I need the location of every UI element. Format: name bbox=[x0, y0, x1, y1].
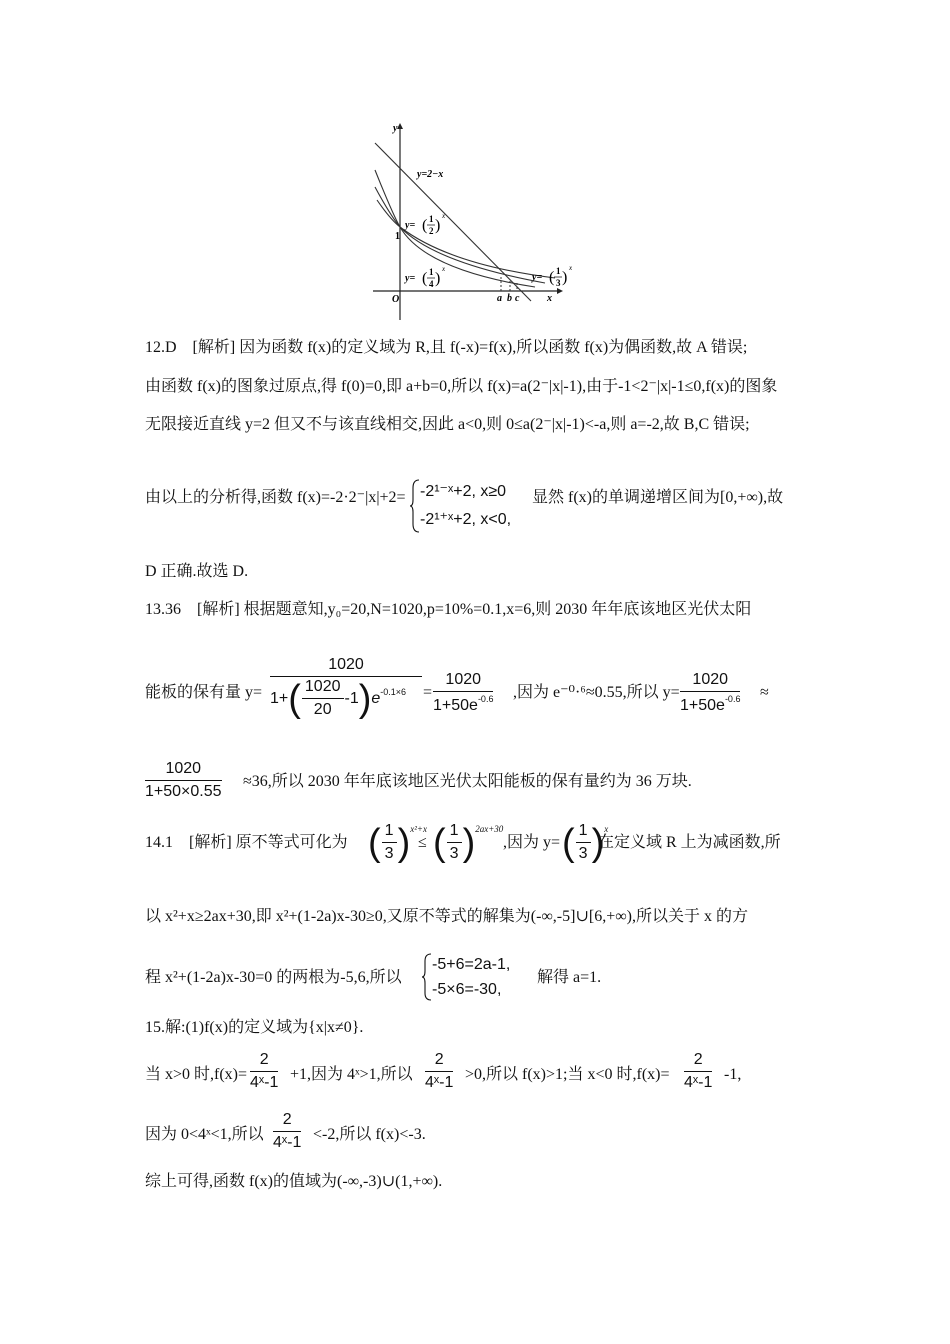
q14-line1-pre: 14.1 [解析] 原不等式可化为 bbox=[145, 834, 348, 851]
q15-l3a: 因为 0<4ˣ<1,所以 bbox=[145, 1126, 264, 1143]
inner-den: 20 bbox=[313, 701, 332, 718]
inner-num: 1020 bbox=[302, 678, 344, 699]
q13-big-fraction bbox=[270, 656, 422, 719]
svg-text:(: ( bbox=[422, 270, 428, 287]
q13-approx: ≈ bbox=[760, 684, 769, 701]
tick-a: a bbox=[497, 293, 502, 304]
q13-mid: ,因为 e⁻⁰·⁶≈0.55,所以 y= bbox=[513, 684, 680, 701]
q12-line2: 由函数 f(x)的图象过原点,得 f(0)=0,即 a+b=0,所以 f(x)=a(2⁻|x|-1),由于-1<2⁻|x|-1≤0,f(x)的图象 bbox=[145, 378, 778, 395]
function-graph bbox=[365, 115, 595, 325]
q12-line1: 12.D [解析] 因为函数 f(x)的定义域为 R,且 f(-x)=f(x),所以函数 f(x)为偶函数,故 A 错误; bbox=[145, 339, 748, 356]
q14-case2: -5×6=-30, bbox=[432, 981, 502, 998]
q14-frac1-num: 1 bbox=[382, 822, 397, 843]
q14-line3-pre: 程 x²+(1-2a)x-30=0 的两根为-5,6,所以 bbox=[145, 969, 402, 986]
q14-frac2-num: 1 bbox=[447, 822, 462, 843]
third-num: 1 bbox=[556, 266, 561, 276]
line-y-2-minus-x bbox=[375, 143, 531, 301]
curve-half-label: y= bbox=[405, 220, 416, 231]
q14-frac1-den: 3 bbox=[384, 845, 394, 862]
q15-l2b: +1,因为 4ˣ>1,所以 bbox=[290, 1066, 413, 1083]
q13-line3-post: ≈36,所以 2030 年年底该地区光伏太阳能板的保有量约为 36 万块. bbox=[243, 773, 692, 790]
q14-power2: ( $\frac{1}{3}$ ) 2ax+30 bbox=[433, 821, 504, 864]
q13-frac4 bbox=[145, 760, 222, 801]
q15-frac1-num: 2 bbox=[250, 1051, 278, 1072]
f4-num: 1020 bbox=[145, 760, 222, 781]
q15-l3b: <-2,所以 f(x)<-3. bbox=[313, 1126, 426, 1143]
f3-den bbox=[680, 692, 740, 715]
half-den: 2 bbox=[429, 226, 434, 236]
q15-frac4-num: 2 bbox=[273, 1111, 301, 1132]
q15-line1: 15.解:(1)f(x)的定义域为{x|x≠0}. bbox=[145, 1019, 364, 1036]
q14-power1: ( $\frac{1}{3}$ ) x²+x bbox=[368, 821, 427, 864]
q15-frac3-den: 4ˣ-1 bbox=[684, 1074, 713, 1091]
svg-text:): ) bbox=[435, 270, 441, 287]
quarter-num: 1 bbox=[429, 267, 434, 277]
q15-frac2 bbox=[425, 1051, 453, 1092]
q15-frac2-num: 2 bbox=[425, 1051, 453, 1072]
q14-line3-post: 解得 a=1. bbox=[537, 969, 602, 986]
q13-line1: 13.36 [解析] 根据题意知,y₀=20,N=1020,p=10%=0.1,x=6,则 2030 年年底该地区光伏太阳 bbox=[145, 601, 752, 618]
inner-minus: -1 bbox=[344, 689, 359, 707]
curve-quarter-label: y= bbox=[405, 273, 416, 284]
q15-frac4-den: 4ˣ-1 bbox=[273, 1134, 302, 1151]
axis-y-label: y bbox=[393, 123, 398, 134]
q14-line1-post: 在定义域 R 上为减函数,所 bbox=[598, 834, 781, 851]
curve-third bbox=[377, 200, 555, 278]
f3-den-text: 1+50e bbox=[680, 697, 725, 714]
q12-line4-pre: 由以上的分析得,函数 f(x)=-2·2⁻|x|+2= bbox=[145, 489, 406, 506]
q13-frac2 bbox=[433, 671, 493, 715]
q14-exp1: x²+x bbox=[410, 824, 427, 834]
q14-frac2-den: 3 bbox=[449, 845, 459, 862]
q15-l2a: 当 x>0 时,f(x)= bbox=[145, 1066, 248, 1083]
q14-leq: ≤ bbox=[418, 834, 427, 851]
tick-c: c bbox=[515, 293, 520, 304]
svg-text:(: ( bbox=[549, 269, 555, 286]
q15-frac2-den: 4ˣ-1 bbox=[425, 1074, 454, 1091]
q14-line2: 以 x²+x≥2ax+30,即 x²+(1-2a)x-30≥0,又原不等式的解集为(-∞,-5]∪[6,+∞),所以关于 x 的方 bbox=[145, 908, 748, 925]
q13-line2-pre: 能板的保有量 y= bbox=[145, 684, 263, 701]
third-exp: x bbox=[569, 264, 573, 272]
q14-exp3: x bbox=[604, 824, 609, 834]
svg-text:(: ( bbox=[422, 217, 428, 234]
f2-num: 1020 bbox=[433, 671, 493, 692]
q14-case1: -5+6=2a-1, bbox=[432, 956, 511, 973]
half-num: 1 bbox=[429, 214, 434, 224]
big-num: 1020 bbox=[270, 656, 422, 677]
q15-frac3 bbox=[684, 1051, 712, 1092]
q14-exp2: 2ax+30 bbox=[475, 824, 504, 834]
q12-line3: 无限接近直线 y=2 但又不与该直线相交,因此 a<0,则 0≤a(2⁻|x|-1)<-a,则 a=-2,故 B,C 错误; bbox=[145, 416, 750, 433]
q15-l2d: -1, bbox=[724, 1066, 742, 1083]
f2-den bbox=[433, 692, 493, 715]
curve-third-label: y= bbox=[532, 272, 543, 283]
q14-mid: ,因为 y= bbox=[503, 834, 561, 851]
f2-den-text: 1+50e bbox=[433, 697, 478, 714]
line-label: y=2−x bbox=[417, 169, 444, 180]
q15-frac1 bbox=[250, 1051, 278, 1092]
half-exp: x bbox=[442, 212, 446, 220]
axis-x-label: x bbox=[547, 293, 552, 304]
q14-power3: ( $\frac{1}{3}$ ) x bbox=[562, 821, 609, 864]
e-part: e bbox=[371, 689, 381, 707]
f3-num: 1020 bbox=[680, 671, 740, 692]
big-den: 1+ ( $\frac{1020}{20}$ -1 ) e -0.1×6 bbox=[270, 677, 407, 720]
q15-line4: 综上可得,函数 f(x)的值域为(-∞,-3)∪(1,+∞). bbox=[145, 1173, 443, 1190]
q15-frac4 bbox=[273, 1111, 301, 1152]
q12-line5: D 正确.故选 D. bbox=[145, 563, 249, 580]
big-den-pre: 1+ bbox=[270, 689, 289, 707]
q14-frac3-den: 3 bbox=[578, 845, 588, 862]
q15-l2c: >0,所以 f(x)>1;当 x<0 时,f(x)= bbox=[465, 1066, 670, 1083]
origin-label: O bbox=[392, 294, 400, 305]
quarter-den: 4 bbox=[429, 279, 434, 289]
q15-frac1-den: 4ˣ-1 bbox=[250, 1074, 279, 1091]
f4-den: 1+50×0.55 bbox=[145, 783, 222, 800]
tick-b: b bbox=[507, 293, 512, 304]
svg-text:): ) bbox=[562, 269, 568, 286]
q13-frac3 bbox=[680, 671, 740, 715]
q13-eq: = bbox=[423, 684, 433, 701]
q15-frac3-num: 2 bbox=[684, 1051, 712, 1072]
one-label: 1 bbox=[395, 231, 400, 242]
third-den: 3 bbox=[556, 278, 561, 288]
q12-case2: -2¹⁺ˣ+2, x<0, bbox=[420, 511, 512, 528]
quarter-exp: x bbox=[442, 265, 446, 273]
q12-line4-post: 显然 f(x)的单调递增区间为[0,+∞),故 bbox=[532, 489, 784, 506]
f3-exp: -0.6 bbox=[724, 694, 741, 704]
q14-frac3-num: 1 bbox=[576, 822, 591, 843]
q12-case1: -2¹⁻ˣ+2, x≥0 bbox=[420, 483, 507, 500]
f2-exp: -0.6 bbox=[477, 694, 494, 704]
e-exp: -0.1×6 bbox=[380, 686, 407, 697]
inner-frac bbox=[302, 678, 344, 719]
svg-text:): ) bbox=[435, 217, 441, 234]
